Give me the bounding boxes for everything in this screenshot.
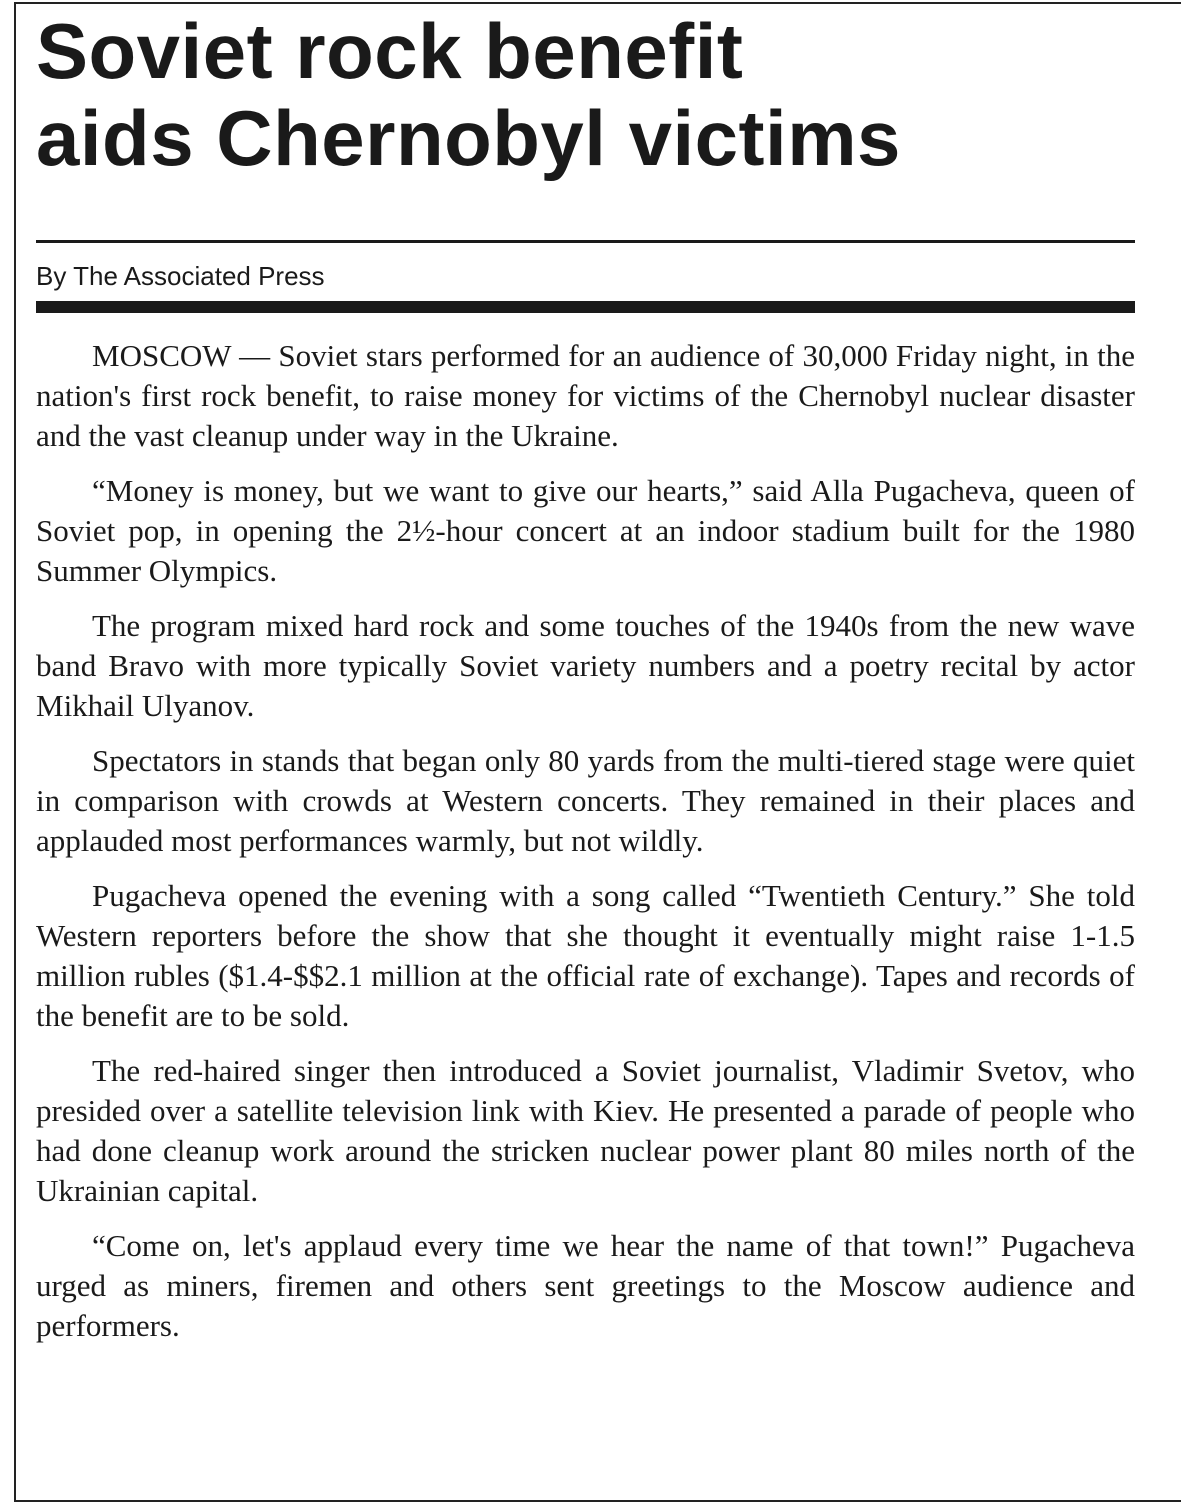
byline: By The Associated Press [36, 261, 325, 291]
article-body [36, 336, 1135, 1361]
headline [36, 8, 1146, 182]
paragraph: Pugacheva opened the evening with a song called “Twentieth Century.” She told Western reporters before the show that she thought it eventually might raise 1-1.5 million rubles ($1.4-$$2.1 million at the official rate of exchange). Tapes and records of the benefit are to be sold. [36, 878, 1135, 1033]
paragraph: The red-haired singer then introduced a Soviet journalist, Vladimir Svetov, who presided over a satellite television link with Kiev. He presented a parade of people who had done cleanup work around the stricken nuclear power plant 80 miles north of the Ukrainian capital. [36, 1053, 1135, 1208]
paragraph: MOSCOW — Soviet stars performed for an audience of 30,000 Friday night, in the nation's first rock benefit, to raise money for victims of the Chernobyl nuclear disaster and the vast cleanup under way in the Ukraine. [36, 338, 1135, 453]
paragraph: The program mixed hard rock and some touches of the 1940s from the new wave band Bravo with more typically Soviet variety numbers and a poetry recital by actor Mikhail Ulyanov. [36, 608, 1135, 723]
headline-line-2: aids Chernobyl victims [36, 94, 901, 182]
headline-line-1: Soviet rock benefit [36, 7, 744, 95]
paragraph: Spectators in stands that began only 80 yards from the multi-tiered stage were quiet in comparison with crowds at Western concerts. They remained in their places and applauded most performances warmly, but not wildly. [36, 743, 1135, 858]
top-rule [36, 240, 1135, 243]
paragraph: “Come on, let's applaud every time we hear the name of that town!” Pugacheva urged as miners, firemen and others sent greetings to the Moscow audience and performers. [36, 1228, 1135, 1343]
byline-rule [36, 301, 1135, 313]
paragraph: “Money is money, but we want to give our hearts,” said Alla Pugacheva, queen of Soviet pop, in opening the 2½-hour concert at an indoor stadium built for the 1980 Summer Olympics. [36, 473, 1135, 588]
